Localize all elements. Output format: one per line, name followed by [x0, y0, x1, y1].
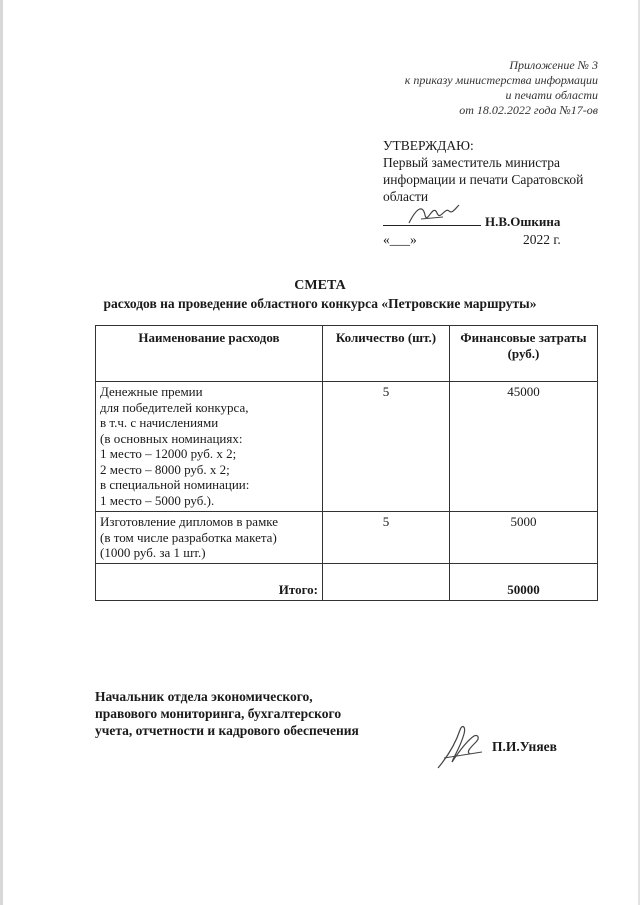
signature-underline	[383, 225, 481, 226]
column-header-quantity: Количество (шт.)	[323, 326, 450, 382]
appendix-line: Приложение № 3	[509, 58, 598, 72]
total-label: Итого:	[96, 563, 323, 600]
approval-date-day: «___»	[383, 232, 417, 247]
cost-table	[95, 325, 598, 601]
approval-date	[383, 231, 613, 249]
table-header-row	[96, 326, 598, 382]
approval-date-year: 2022 г.	[523, 232, 561, 247]
appendix-line: от 18.02.2022 года №17-ов	[459, 103, 598, 117]
column-header-name: Наименование расходов	[96, 326, 323, 382]
total-empty-cell	[323, 563, 450, 600]
title-sub: расходов на проведение областного конкурса «Петровские маршруты»	[103, 296, 537, 311]
table-total-row	[96, 563, 598, 600]
total-value: 50000	[450, 563, 598, 600]
cell-quantity: 5	[323, 382, 450, 512]
cell-quantity: 5	[323, 512, 450, 564]
approval-position: Первый заместитель министра	[383, 155, 561, 170]
approval-signature-line	[383, 209, 613, 231]
approval-heading: УТВЕРЖДАЮ:	[383, 138, 474, 153]
document-title	[0, 277, 640, 313]
approval-position: информации и печати Саратовской	[383, 172, 584, 187]
title-main: СМЕТА	[294, 278, 346, 293]
footer-position: Начальник отдела экономического, правового мониторинга, бухгалтерского учета, отчетности и кадрового обеспечения	[95, 689, 359, 738]
cell-name: Изготовление дипломов в рамке (в том числе разработка макета) (1000 руб. за 1 шт.)	[96, 512, 323, 564]
footer-signer-name: П.И.Уняев	[492, 739, 557, 754]
appendix-block	[405, 58, 598, 118]
cell-cost: 5000	[450, 512, 598, 564]
approval-signer-name: Н.В.Ошкина	[485, 214, 561, 229]
approval-position: области	[383, 189, 429, 204]
approval-block	[383, 137, 613, 249]
cell-name: Денежные премии для победителей конкурса, в т.ч. с начислениями (в основных номинациях: 1 место – 12000 руб. х 2; 2 место – 8000 руб. х 2; в специальной номинации: 1 место – 5000 руб.).	[96, 382, 323, 512]
table-row	[96, 382, 598, 512]
table-row	[96, 512, 598, 564]
scan-edge-left	[0, 0, 3, 905]
handwritten-signature-icon	[430, 722, 490, 772]
appendix-line: к приказу министерства информации	[404, 73, 598, 87]
column-header-cost: Финансовые затраты (руб.)	[450, 326, 598, 382]
appendix-line: и печати области	[505, 88, 598, 102]
cell-cost: 45000	[450, 382, 598, 512]
